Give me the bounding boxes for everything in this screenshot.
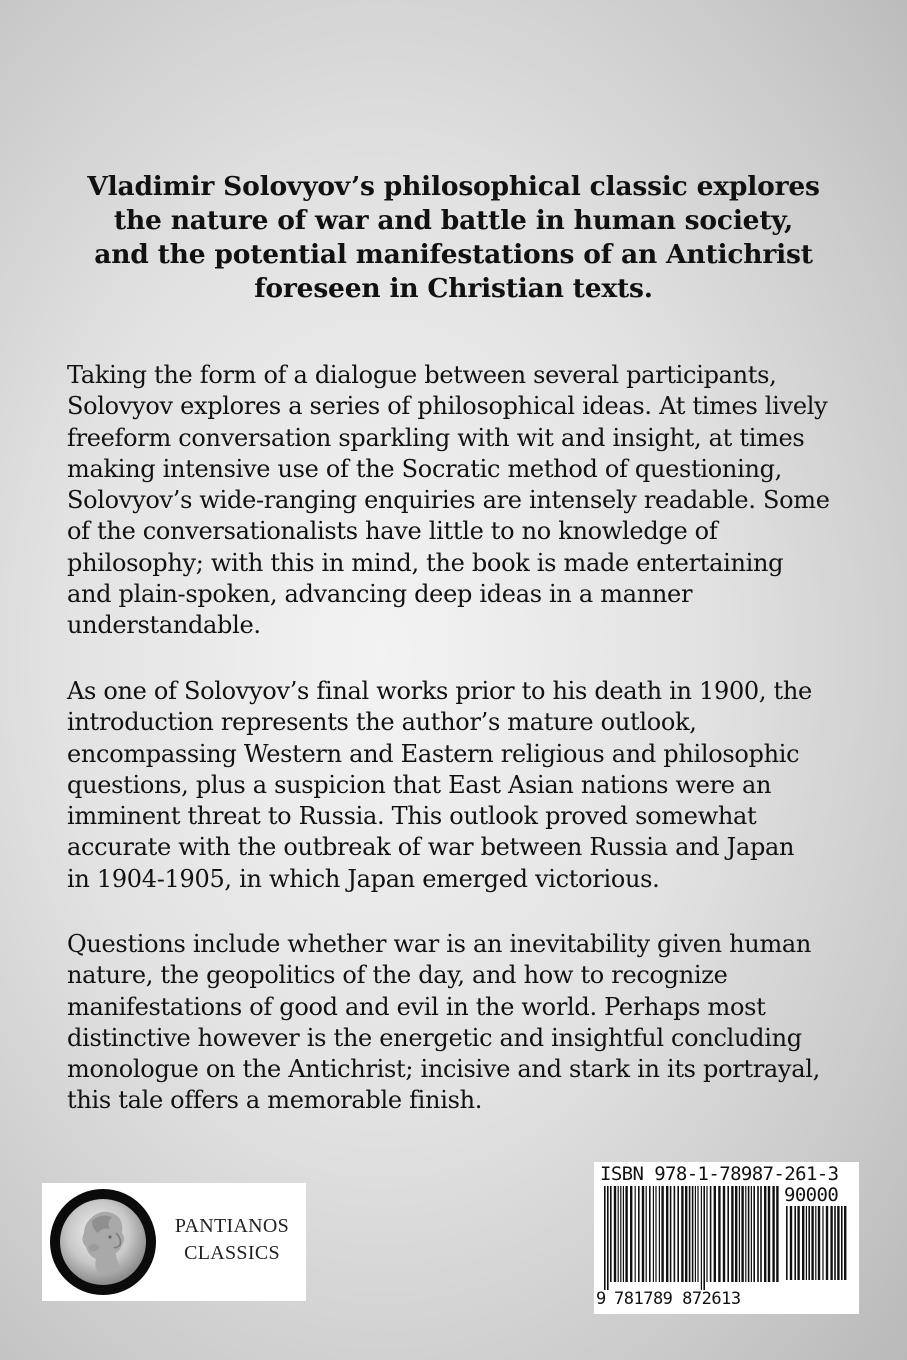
text-line: making intensive use of the Socratic method of questioning, [67,454,783,483]
barcode-bar [638,1186,640,1282]
barcode-bar [837,1206,839,1280]
barcode-bar [802,1206,804,1280]
text-line: of the conversationalists have little to no knowledge of [67,517,718,546]
barcode-bar [806,1206,807,1280]
barcode-bar [794,1206,796,1280]
barcode-bar [653,1186,654,1282]
barcode-bar [797,1206,799,1280]
barcode-bar [681,1186,683,1282]
tagline [60,170,847,306]
barcode-bar [741,1186,743,1282]
barcode-bar [786,1206,788,1280]
publisher-logo [42,1183,306,1301]
barcode-bar [646,1186,647,1282]
barcode-bar [703,1186,705,1290]
barcode-bar [614,1186,616,1282]
text-line: and plain-spoken, advancing deep ideas in a manner [67,580,693,609]
barcode-bar [811,1206,813,1280]
text-line: freeform conversation sparkling with wit and insight, at times [67,423,805,452]
barcode-bar [692,1186,694,1282]
barcode-bar [701,1186,702,1290]
ean-first-digit: 9 [596,1289,607,1309]
text-line: manifestations of good and evil in the world. Perhaps most [67,992,766,1021]
barcode-bar [714,1186,716,1282]
tagline-line: the nature of war and battle in human society, [113,205,794,236]
description-paragraph-1 [67,360,847,642]
barcode-bar [735,1186,737,1282]
text-line: introduction represents the author’s mature outlook, [67,708,697,737]
barcode-bar [659,1186,660,1282]
text-line: philosophy; with this in mind, the book is made entertaining [67,548,784,577]
barcode-bar [718,1186,720,1282]
barcode-bar [841,1206,843,1280]
barcode-bar [607,1186,609,1290]
isbn-barcode [594,1162,859,1314]
ean-barcode-bars [602,1186,780,1290]
barcode-bar [642,1186,644,1282]
barcode-bar [739,1186,740,1282]
barcode-bar [723,1186,725,1282]
text-line: questions, plus a suspicion that East Asian nations were an [67,770,772,799]
barcode-bar [745,1186,746,1282]
text-line: in 1904-1905, in which Japan emerged victorious. [67,864,660,893]
text-line: Taking the form of a dialogue between several participants, [67,361,777,389]
text-line: As one of Solovyov’s final works prior to his death in 1900, the [67,677,812,705]
barcode-bar [623,1186,624,1282]
tagline-line: foreseen in Christian texts. [254,273,653,304]
barcode-bar [661,1186,663,1282]
barcode-bar [618,1186,619,1282]
barcode-bar [649,1186,651,1282]
barcode-bar [630,1186,632,1282]
barcode-bar [826,1206,828,1280]
barcode-bar [625,1186,627,1282]
text-line: imminent threat to Russia. This outlook proved somewhat [67,802,757,831]
tagline-line: Vladimir Solovyov’s philosophical classic explores [87,171,820,202]
barcode-bar [748,1186,750,1282]
barcode-bar [764,1186,766,1282]
barcode-bar [677,1186,679,1282]
tagline-line: and the potential manifestations of an Antichrist [94,239,813,270]
barcode-bar [751,1186,752,1282]
coin-portrait-icon [50,1189,156,1295]
barcode-bar [844,1206,846,1280]
barcode-bar [666,1186,668,1282]
barcode-bar [635,1186,636,1282]
barcode-bar [830,1206,832,1280]
text-line: Questions include whether war is an inevitability given human [67,930,812,958]
barcode-bar [808,1206,810,1280]
publisher-line: CLASSICS [184,1242,280,1264]
text-line: understandable. [67,611,261,640]
barcode-bar [674,1186,676,1282]
isbn-label: ISBN 978-1-78987-261-3 [600,1163,839,1185]
barcode-bar [710,1186,712,1282]
description-paragraph-3 [67,929,847,1117]
barcode-bar [768,1186,770,1282]
text-line: accurate with the outbreak of war between Russia and Japan [67,833,795,862]
price-code: 90000 [784,1184,839,1206]
barcode-bar [834,1206,836,1280]
barcode-bar [727,1186,729,1282]
barcode-bar [790,1206,792,1280]
text-line: this tale offers a memorable finish. [67,1086,483,1115]
text-line: Solovyov’s wide-ranging enquiries are intensely readable. Some [67,486,830,515]
barcode-bar [731,1186,733,1282]
publisher-line: PANTIANOS [174,1215,290,1237]
barcode-bar [706,1186,707,1282]
text-line: Solovyov explores a series of philosophical ideas. At times lively [67,392,828,421]
barcode-bar [753,1186,755,1282]
barcode-bar [604,1186,606,1290]
barcode-bar [670,1186,672,1282]
addon-barcode-bars [784,1206,850,1288]
publisher-name [162,1213,302,1267]
barcode-bar [815,1206,816,1280]
barcode-bar [689,1186,691,1282]
barcode-bar [776,1186,778,1282]
barcode-bar [610,1186,612,1282]
text-line: distinctive however is the energetic and insightful concluding [67,1023,802,1052]
barcode-bar [697,1186,698,1282]
barcode-bar [685,1186,687,1282]
ean-number: 781789 872613 [614,1289,741,1309]
barcode-bar [655,1186,656,1282]
barcode-bar [620,1186,621,1282]
text-line: encompassing Western and Eastern religious and philosophic [67,739,800,768]
text-line: monologue on the Antichrist; incisive and stark in its portrayal, [67,1055,820,1084]
barcode-bar [760,1186,762,1282]
text-line: nature, the geopolitics of the day, and how to recognize [67,961,728,990]
barcode-bar [822,1206,823,1280]
barcode-bar [757,1186,759,1282]
barcode-bar [695,1186,696,1282]
description-paragraph-2 [67,676,847,895]
barcode-bar [772,1186,774,1282]
barcode-bar [818,1206,820,1280]
